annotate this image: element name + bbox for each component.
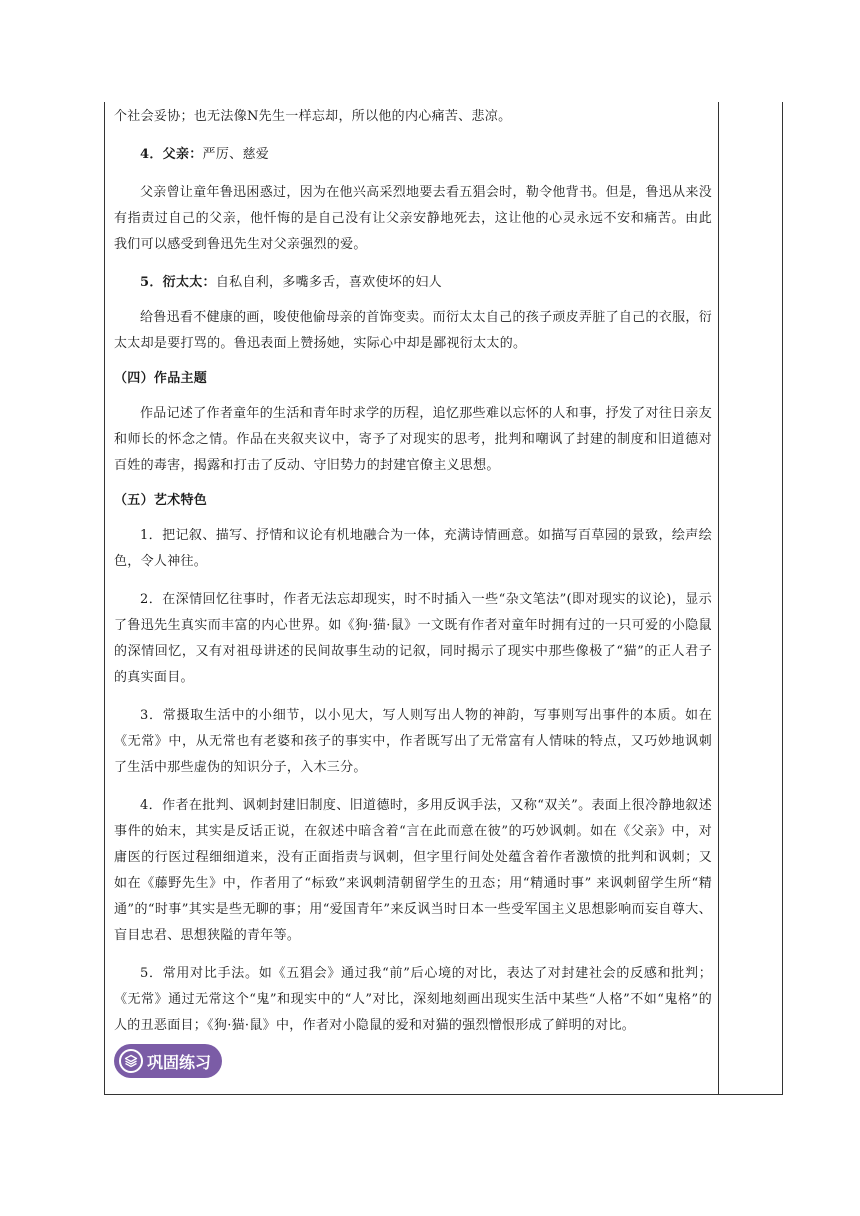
art-point-3: 3．常摄取生活中的小细节，以小见大，写人则写出人物的神韵，写事则写出事件的本质。如在《无常》中，从无常也有老婆和孩子的事实中，作者既写出了无常富有人情味的特点，又巧妙地讽刺了生活中那些虚伪的知识分子，入木三分。 xyxy=(114,708,712,775)
layers-icon-svg xyxy=(124,1054,138,1068)
character-yan-desc: 自私自利，多嘴多舌，喜欢使坏的妇人 xyxy=(215,275,442,290)
practice-badge xyxy=(114,1044,222,1078)
section-art-heading: （五）艺术特色 xyxy=(114,493,208,508)
art-point-1: 1．把记叙、描写、抒情和议论有机地融合为一体，充满诗情画意。如描写百草园的景致，绘声绘色，令人神往。 xyxy=(114,528,712,569)
document-content xyxy=(114,104,712,1039)
character-father-paragraph: 父亲曾让童年鲁迅困惑过，因为在他兴高采烈地要去看五猖会时，勒令他背书。但是，鲁迅从来没有指责过自己的父亲，他忏悔的是自己没有让父亲安静地死去，这让他的心灵永远不安和痛苦。由此我们可以感受到鲁迅先生对父亲强烈的爱。 xyxy=(114,185,712,252)
character-father-title: 4．父亲： xyxy=(140,147,203,162)
section-theme-heading: （四）作品主题 xyxy=(114,371,208,386)
character-yan-paragraph: 给鲁迅看不健康的画，唆使他偷母亲的首饰变卖。而衍太太自己的孩子顽皮弄脏了自己的衣服，衍太太却是要打骂的。鲁迅表面上赞扬她，实际心中却是鄙视衍太太的。 xyxy=(114,310,712,351)
table-column-divider xyxy=(718,102,719,1095)
character-father-heading xyxy=(114,142,712,168)
character-yan-heading xyxy=(114,270,712,296)
paragraph-line: 个社会妥协；也无法像N先生一样忘却，所以他的内心痛苦、悲凉。 xyxy=(114,109,512,124)
character-yan-title: 5．衍太太： xyxy=(140,275,216,290)
art-point-4: 4．作者在批判、讽刺封建旧制度、旧道德时，多用反讽手法，又称“双关”。表面上很冷静地叙述事件的始末，其实是反话正说，在叙述中暗含着“言在此而意在彼”的巧妙讽刺。如在《父亲》中，对庸医的行医过程细细道来，没有正面指责与讽刺，但字里行间处处蕴含着作者激愤的批判和讽刺；又如在《藤野先生》中，作者用了“标致”来讽刺清朝留学生的丑态；用“精通时事” 来讽刺留学生所“精通”的“时事”其实是些无聊的事；用“爱国青年”来反讽当时日本一些受军国主义思想影响而妄自尊大、盲目忠君、思想狭隘的青年等。 xyxy=(114,798,712,943)
layers-icon xyxy=(119,1049,143,1073)
character-father-desc: 严厉、慈爱 xyxy=(202,147,270,162)
section-theme-paragraph: 作品记述了作者童年的生活和青年时求学的历程，追忆那些难以忘怀的人和事，抒发了对往日亲友和师长的怀念之情。作品在夹叙夹议中，寄予了对现实的思考，批判和嘲讽了封建的制度和旧道德对百姓的毒害，揭露和打击了反动、守旧势力的封建官僚主义思想。 xyxy=(114,406,712,473)
practice-badge-label: 巩固练习 xyxy=(147,1052,212,1072)
art-point-2: 2．在深情回忆往事时，作者无法忘却现实，时不时插入一些“杂文笔法”(即对现实的议论)，显示了鲁迅先生真实而丰富的内心世界。如《狗·猫·鼠》一文既有作者对童年时拥有过的一只可爱的小隐鼠的深情回忆，又有对祖母讲述的民间故事生动的记叙，同时揭示了现实中那些像极了“猫”的正人君子的真实面目。 xyxy=(114,592,712,685)
art-point-5: 5．常用对比手法。如《五猖会》通过我“前”后心境的对比，表达了对封建社会的反感和批判；《无常》通过无常这个“鬼”和现实中的“人”对比，深刻地刻画出现实生活中某些“人格”不如“鬼格”的人的丑恶面目；《狗·猫·鼠》中，作者对小隐鼠的爱和对猫的强烈憎恨形成了鲜明的对比。 xyxy=(114,966,712,1033)
